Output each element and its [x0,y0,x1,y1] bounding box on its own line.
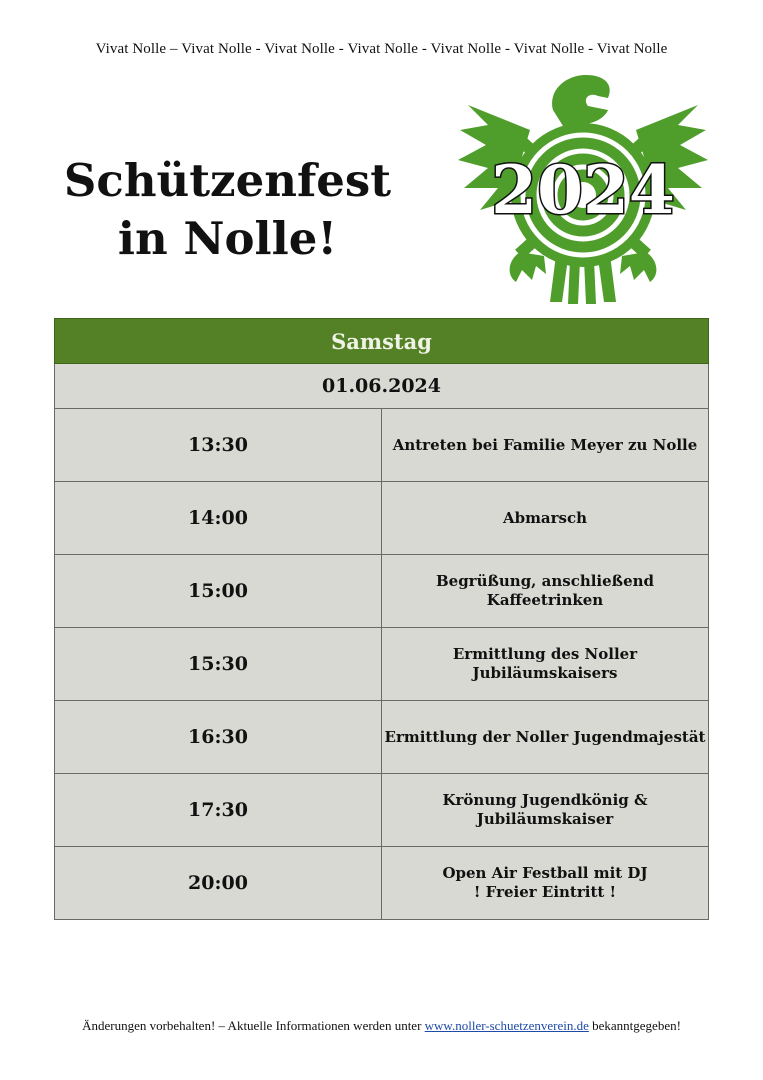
event-line-1: Begrüßung, anschließend Kaffeetrinken [435,572,655,609]
event-time: 17:30 [55,774,382,847]
event-time: 13:30 [55,409,382,482]
schedule-row [55,628,709,701]
date-label: 01.06.2024 [55,364,709,409]
title-line-2: in Nolle! [117,212,338,265]
schedule-row [55,409,709,482]
footer-text-end: bekanntgegeben! [588,1018,681,1033]
logo-year: 2024 [491,151,675,229]
schedule-row [55,555,709,628]
page-title [40,152,415,268]
event-description [382,628,709,701]
eagle-target-logo [458,70,708,305]
footer-text-start: Änderungen vorbehalten! – Aktuelle Informationen werden unter [82,1018,425,1033]
schedule-row [55,847,709,920]
footer-note [0,1018,763,1034]
event-line-1: Abmarsch [502,508,588,527]
event-description [382,555,709,628]
schedule-row [55,701,709,774]
day-label: Samstag [55,319,709,364]
event-description [382,701,709,774]
date-row [55,364,709,409]
event-line-1: Ermittlung des Noller Jubiläumskaisers [452,645,638,682]
event-description [382,847,709,920]
schedule-row [55,774,709,847]
schedule-table [54,318,709,920]
event-description [382,409,709,482]
event-time: 15:00 [55,555,382,628]
event-description [382,482,709,555]
day-header-row [55,319,709,364]
vivat-tagline: Vivat Nolle – Vivat Nolle - Vivat Nolle - Vivat Nolle - Vivat Nolle - Vivat Nolle - Vivat Nolle [95,41,668,57]
website-link[interactable]: www.noller-schuetzenverein.de [424,1018,589,1033]
event-line-1: Ermittlung der Noller Jugendmajestät [384,727,706,746]
event-time: 20:00 [55,847,382,920]
event-line-1: Open Air Festball mit DJ [442,864,648,882]
event-description [382,774,709,847]
schedule-row [55,482,709,555]
event-line-2: ! Freier Eintritt ! [473,883,617,901]
event-line-1: Antreten bei Familie Meyer zu Nolle [392,435,698,454]
event-time: 14:00 [55,482,382,555]
event-time: 16:30 [55,701,382,774]
event-time: 15:30 [55,628,382,701]
event-line-1: Krönung Jugendkönig & Jubiläumskaiser [442,791,648,828]
title-line-1: Schützenfest [63,154,392,207]
